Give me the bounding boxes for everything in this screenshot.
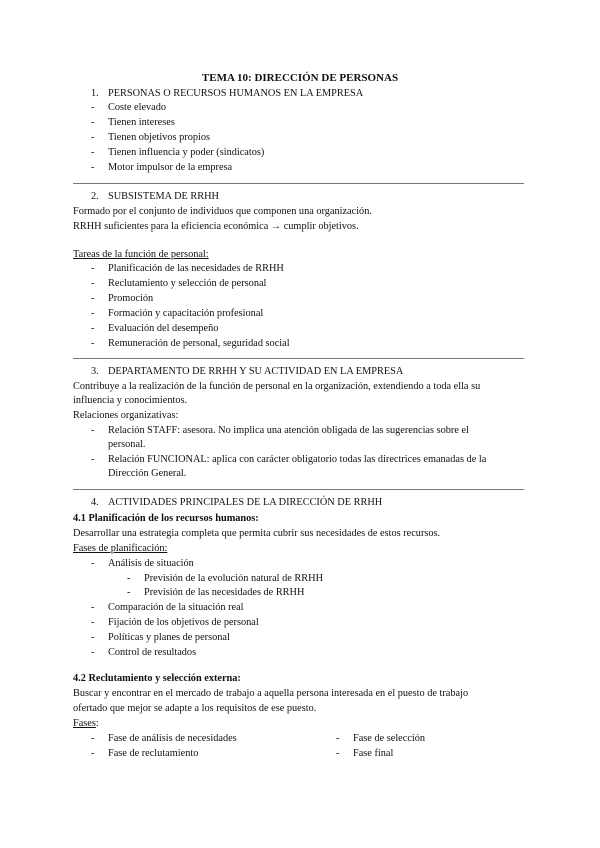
bullet: - [91, 647, 95, 658]
bullet: - [91, 308, 95, 319]
bullet: - [91, 263, 95, 274]
paragraph: influencia y conocimientos. [73, 395, 188, 406]
sub-list-item: Previsión de la evolución natural de RRHH [144, 573, 324, 584]
sub-list-item: Previsión de las necesidades de RRHH [144, 587, 305, 598]
fases-label-colon: : [95, 718, 99, 729]
list-item: Tienen intereses [108, 117, 175, 128]
list-item: Formación y capacitación profesional [108, 308, 264, 319]
section-2-heading: SUBSISTEMA DE RRHH [108, 191, 219, 202]
section-divider [73, 183, 524, 184]
list-item: Planificación de las necesidades de RRHH [108, 263, 284, 274]
bullet: - [91, 748, 95, 759]
section-1-number: 1. [91, 88, 99, 99]
list-item: Promoción [108, 293, 154, 304]
list-item: Fase de reclutamiento [108, 748, 199, 759]
section-4-number: 4. [91, 497, 99, 508]
list-item: Relación STAFF: asesora. No implica una atención obligada de las sugerencias sobre el [108, 425, 469, 436]
list-item: Tienen influencia y poder (sindicatos) [108, 147, 265, 158]
bullet: - [336, 748, 340, 759]
fases-label-text: Fases [73, 718, 96, 729]
phases-label: Fases de planificación: [73, 543, 168, 554]
fases-label [73, 718, 99, 730]
bullet: - [127, 573, 131, 584]
bullet: - [91, 132, 95, 143]
paragraph: Contribuye a la realización de la función de personal en la organización, extendiendo a toda ella su [73, 381, 481, 392]
bullet: - [91, 147, 95, 158]
bullet: - [91, 632, 95, 643]
paragraph: Buscar y encontrar en el mercado de trabajo a aquella persona interesada en el puesto de trabajo [73, 688, 469, 699]
tasks-label: Tareas de la función de personal: [73, 249, 209, 260]
section-2-number: 2. [91, 191, 99, 202]
list-item: Evaluación del desempeño [108, 323, 219, 334]
bullet: - [91, 454, 95, 465]
bullet: - [91, 102, 95, 113]
list-item: Reclutamiento y selección de personal [108, 278, 267, 289]
bullet: - [91, 162, 95, 173]
list-item: Políticas y planes de personal [108, 632, 230, 643]
list-item: Coste elevado [108, 102, 167, 113]
document-title: TEMA 10: DIRECCIÓN DE PERSONAS [201, 72, 399, 84]
section-3-heading: DEPARTAMENTO DE RRHH Y SU ACTIVIDAD EN LA EMPRESA [108, 366, 404, 377]
list-item-continued: Dirección General. [108, 468, 187, 479]
subsection-4-2-title: 4.2 Reclutamiento y selección externa: [73, 673, 241, 684]
paragraph: ofertado que mejor se adapte a los requisitos de ese puesto. [73, 703, 317, 714]
list-item: Control de resultados [108, 647, 197, 658]
bullet: - [127, 587, 131, 598]
bullet: - [91, 733, 95, 744]
bullet: - [91, 278, 95, 289]
subsection-4-1-title: 4.1 Planificación de los recursos humanos: [73, 513, 259, 524]
paragraph: Desarrollar una estrategia completa que permita cubrir sus necesidades de estos recursos. [73, 528, 441, 539]
bullet: - [91, 602, 95, 613]
list-item: Tienen objetivos propios [108, 132, 211, 143]
section-divider [73, 358, 524, 359]
section-4-heading: ACTIVIDADES PRINCIPALES DE LA DIRECCIÓN DE RRHH [108, 497, 383, 508]
bullet: - [91, 338, 95, 349]
list-item: Motor impulsor de la empresa [108, 162, 233, 173]
list-item: Comparación de la situación real [108, 602, 244, 613]
paragraph: RRHH suficientes para la eficiencia económica → cumplir objetivos. [73, 221, 359, 232]
list-item: Fase final [353, 748, 394, 759]
list-item: Fijación de los objetivos de personal [108, 617, 259, 628]
bullet: - [91, 117, 95, 128]
section-1-heading: PERSONAS O RECURSOS HUMANOS EN LA EMPRESA [108, 88, 364, 99]
bullet: - [91, 293, 95, 304]
list-item: Análisis de situación [108, 558, 194, 569]
paragraph: Formado por el conjunto de individuos que componen una organización. [73, 206, 372, 217]
list-item: Fase de selección [353, 733, 426, 744]
section-3-number: 3. [91, 366, 99, 377]
bullet: - [91, 617, 95, 628]
list-item: Remuneración de personal, seguridad social [108, 338, 290, 349]
bullet: - [336, 733, 340, 744]
bullet: - [91, 558, 95, 569]
list-item: Fase de análisis de necesidades [108, 733, 237, 744]
section-divider [73, 489, 524, 490]
list-item-continued: personal. [108, 439, 146, 450]
bullet: - [91, 425, 95, 436]
bullet: - [91, 323, 95, 334]
list-item: Relación FUNCIONAL: aplica con carácter obligatorio todas las directrices emanadas de la [108, 454, 487, 465]
relations-label: Relaciones organizativas: [73, 410, 179, 421]
